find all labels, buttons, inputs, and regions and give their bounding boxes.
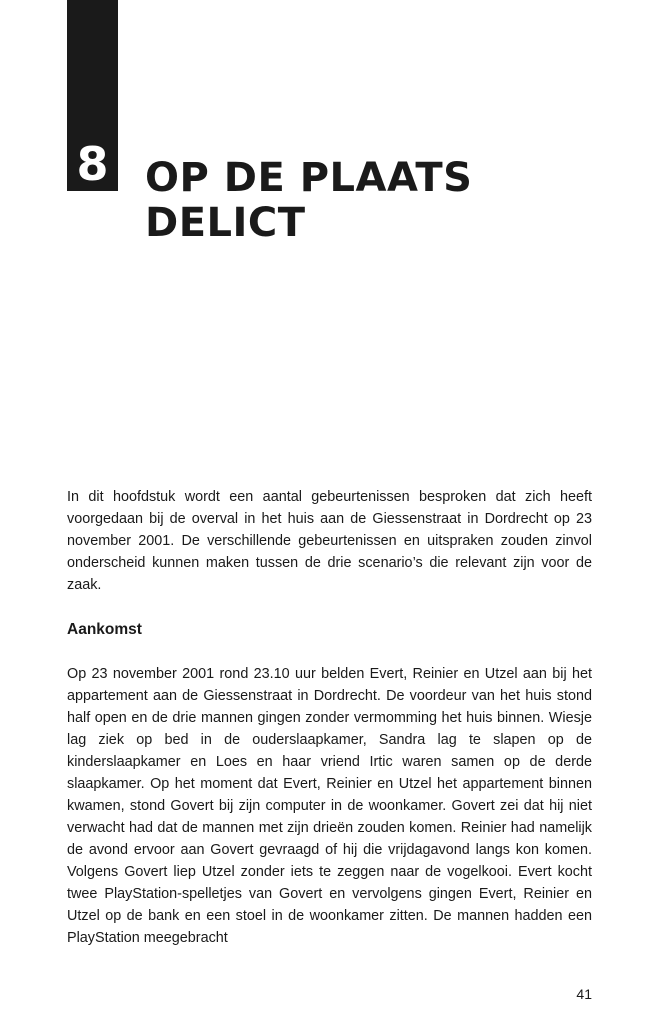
chapter-number-bar xyxy=(67,0,118,191)
section-heading: Aankomst xyxy=(67,621,142,638)
chapter-number: 8 xyxy=(76,137,109,191)
chapter-title-line-2: DELICT xyxy=(145,200,306,246)
chapter-title-line-1: OP DE PLAATS xyxy=(145,155,473,201)
chapter-title xyxy=(145,156,605,246)
intro-paragraph: In dit hoofdstuk wordt een aantal gebeurtenissen besproken dat zich heeft voorgedaan bij de overval in het huis aan de Giessenstraat in Dordrecht op 23 november 2001. De verschillende gebeurtenissen en uitspraken zouden zinvol onderscheid kunnen maken tussen de drie scenario’s die relevant zijn voor de zaak. xyxy=(67,489,592,593)
page-number: 41 xyxy=(576,986,592,1002)
section-paragraph: Op 23 november 2001 rond 23.10 uur belden Evert, Reinier en Utzel aan bij het appartement aan de Giessenstraat in Dordrecht. De voordeur van het huis stond half open en de drie mannen gingen zonder vermomming het huis binnen. Wiesje lag ziek op bed in de ouderslaapkamer, Sandra lag te slapen op de kinderslaapkamer en Loes en haar vriend Irtic waren samen op de derde slaapkamer. Op het moment dat Evert, Reinier en Utzel het appartement binnen kwamen, stond Govert bij zijn computer in de woonkamer. Govert zei dat hij niet verwacht had dat de mannen met zijn drieën zouden komen. Reinier had namelijk de avond ervoor aan Govert gevraagd of hij die vrijdagavond langs kon komen. Volgens Govert liep Utzel zonder iets te zeggen naar de vogelkooi. Evert kocht twee PlayStation-spelletjes van Govert en vervolgens gingen Evert, Reinier en Utzel op de bank en een stoel in de woonkamer zitten. De mannen hadden een PlayStation meegebracht xyxy=(67,666,592,946)
